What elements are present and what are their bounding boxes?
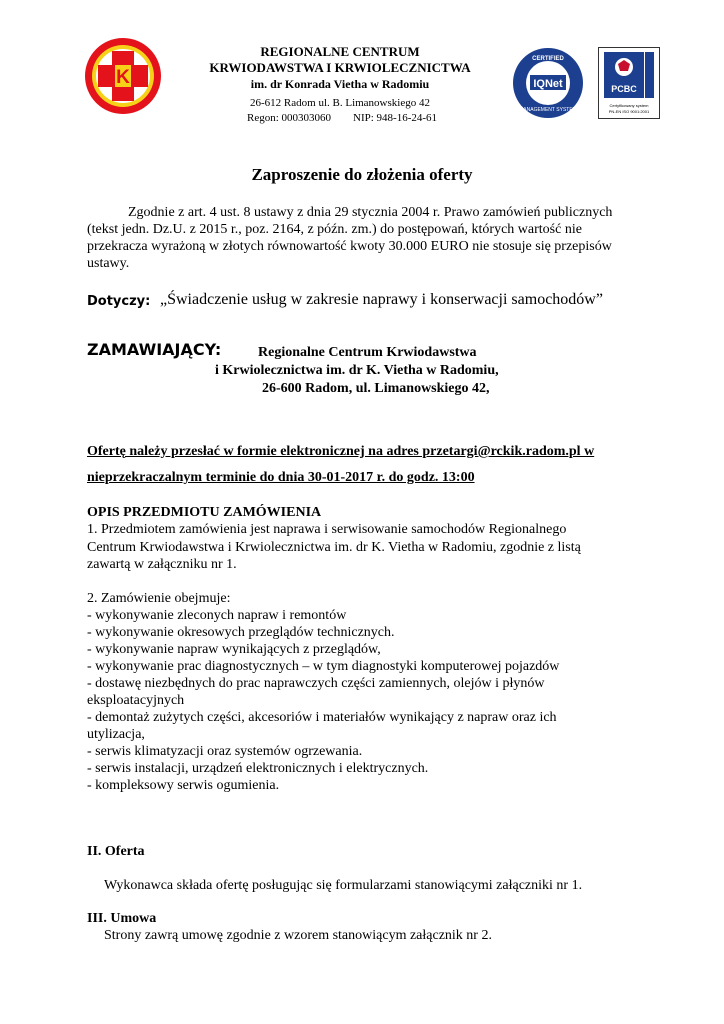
org-name-line2: KRWIODAWSTWA I KRWIOLECZNICTWA — [209, 60, 471, 75]
list-item: utylizacja, — [87, 727, 145, 742]
document-title: Zaproszenie do złożenia oferty — [251, 165, 473, 184]
oferta-heading: II. Oferta — [87, 844, 145, 859]
logo-letter: K — [116, 67, 130, 88]
iqnet-bottom-text: MANAGEMENT SYSTEM — [519, 107, 577, 113]
zamawiajacy-line-1: Regionalne Centrum Krwiodawstwa — [258, 345, 477, 360]
opis-heading: OPIS PRZEDMIOTU ZAMÓWIENIA — [87, 505, 322, 520]
org-address: 26-612 Radom ul. B. Limanowskiego 42 — [250, 97, 430, 109]
oferta-text: Wykonawca składa ofertę posługując się formularzami stanowiącymi załączniki nr 1. — [104, 878, 583, 893]
intro-line-1: Zgodnie z art. 4 ust. 8 ustawy z dnia 29 stycznia 2004 r. Prawo zamówień publicznych — [128, 205, 613, 220]
list-item: eksploatacyjnych — [87, 693, 185, 708]
list-item: - dostawę niezbędnych do prac naprawczych części zamiennych, olejów i płynów — [87, 676, 545, 691]
list-item: - demontaż zużytych części, akcesoriów i materiałów wynikający z napraw oraz ich — [87, 710, 557, 725]
intro-line-2: (tekst jedn. Dz.U. z 2015 r., poz. 2164, z późn. zm.) do postępowań, których wartość nie — [87, 222, 582, 237]
umowa-text: Strony zawrą umowę zgodnie z wzorem stanowiącym załącznik nr 2. — [104, 928, 492, 943]
list-item: - wykonywanie prac diagnostycznych – w tym diagnostyki komputerowej pojazdów — [87, 659, 560, 674]
list-item: - wykonywanie zleconych napraw i remontów — [87, 608, 347, 623]
pcbc-caption-2: PN-EN ISO 9001:2001 — [608, 109, 650, 114]
umowa-heading: III. Umowa — [87, 911, 157, 926]
iqnet-certified-icon — [512, 47, 584, 119]
org-name-line3: im. dr Konrada Vietha w Radomiu — [250, 77, 430, 91]
list-item: - kompleksowy serwis ogumienia. — [87, 778, 280, 793]
deadline-line-2: nieprzekraczalnym terminie do dnia 30-01-2017 r. do godz. 13:00 — [87, 470, 475, 485]
org-name-line1: REGIONALNE CENTRUM — [260, 44, 420, 59]
iqnet-badge — [512, 47, 584, 119]
pcbc-badge — [598, 47, 660, 119]
dotyczy-text: „Świadczenie usług w zakresie naprawy i konserwacji samochodów” — [160, 291, 603, 308]
list-item: - serwis instalacji, urządzeń elektronicznych i elektrycznych. — [87, 761, 429, 776]
zamawiajacy-line-3: 26-600 Radom, ul. Limanowskiego 42, — [262, 381, 490, 396]
opis-line-1: 1. Przedmiotem zamówienia jest naprawa i serwisowanie samochodów Regionalnego — [87, 522, 567, 537]
org-regon: Regon: 000303060 — [247, 112, 332, 124]
iqnet-brand-text: IQNet — [533, 78, 563, 90]
pcbc-certificate-icon — [599, 48, 659, 118]
dotyczy-label: Dotyczy: — [87, 294, 151, 309]
org-nip: NIP: 948-16-24-61 — [353, 112, 438, 124]
opis-list-intro: 2. Zamówienie obejmuje: — [87, 591, 231, 606]
opis-line-2: Centrum Krwiodawstwa i Krwiolecznictwa im. dr K. Vietha w Radomiu, zgodnie z listą — [87, 540, 581, 555]
list-item: - wykonywanie napraw wynikających z przeglądów, — [87, 642, 381, 657]
list-item: - wykonywanie okresowych przeglądów technicznych. — [87, 625, 395, 640]
rckik-logo-icon — [84, 37, 162, 115]
pcbc-label: PCBC — [611, 84, 637, 94]
intro-line-3: przekracza wyrażoną w złotych równowartość kwoty 30.000 EURO nie stosuje się przepisów — [87, 239, 612, 254]
rckik-logo — [84, 37, 162, 115]
zamawiajacy-line-2: i Krwiolecznictwa im. dr K. Vietha w Radomiu, — [215, 363, 499, 378]
iqnet-top-text: CERTIFIED — [532, 56, 564, 62]
list-item: - serwis klimatyzacji oraz systemów ogrzewania. — [87, 744, 363, 759]
opis-line-3: zawartą w załączniku nr 1. — [87, 557, 237, 572]
deadline-line-1: Ofertę należy przesłać w formie elektronicznej na adres przetargi@rckik.radom.pl w — [87, 444, 595, 459]
zamawiajacy-label: ZAMAWIAJĄCY: — [87, 340, 222, 359]
intro-line-4: ustawy. — [87, 256, 130, 271]
pcbc-caption-1: Certyfikowany system — [609, 103, 649, 108]
